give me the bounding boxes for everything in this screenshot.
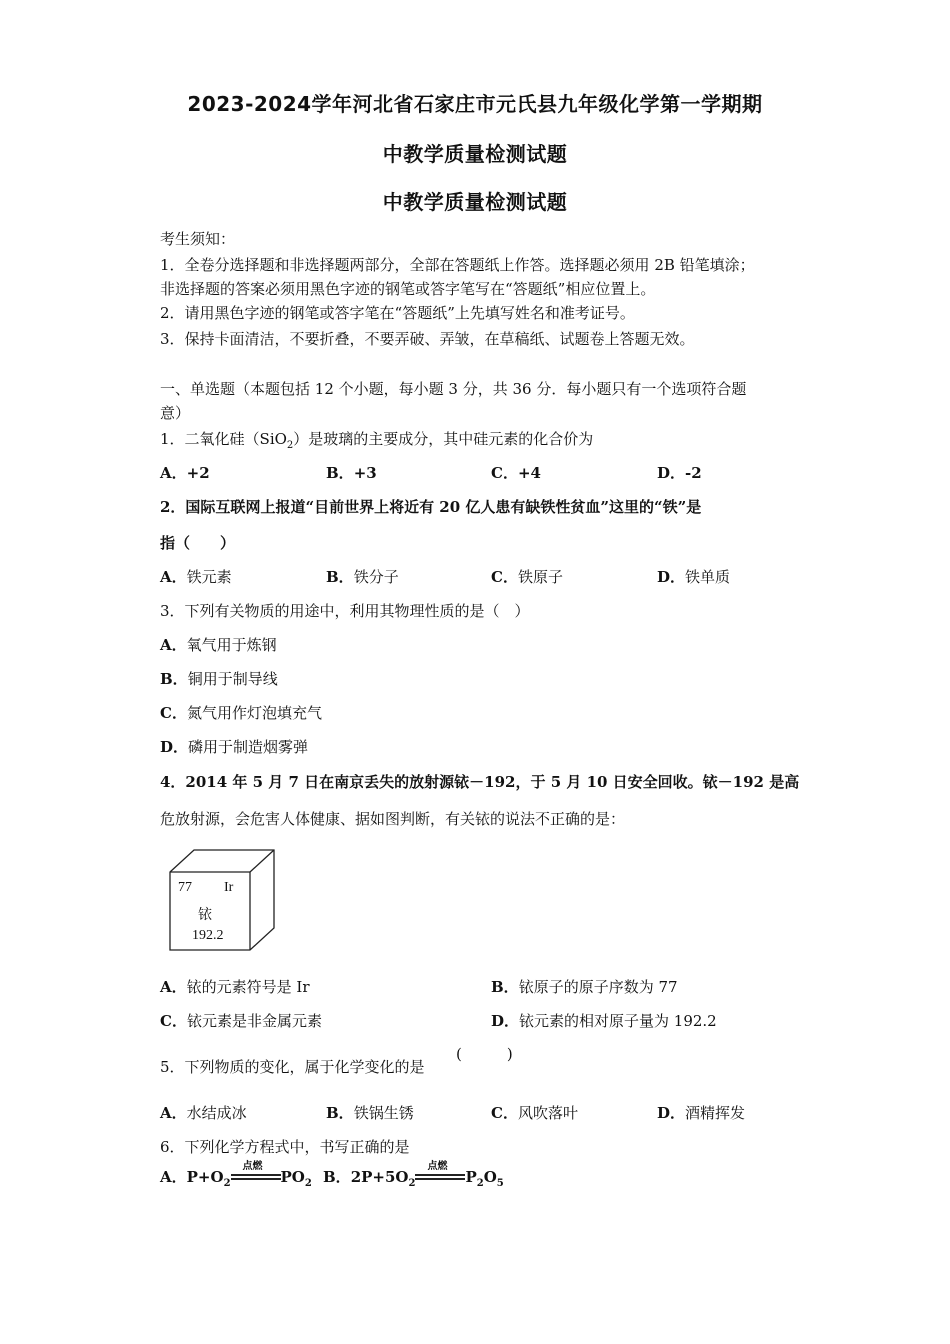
q1-option-a: A．+2 (160, 464, 210, 482)
q5-paren: ( ) (456, 1045, 513, 1063)
notice-item-2: 2．请用黑色字迹的钢笔或答字笔在“答题纸”上先填写姓名和准考证号。 (160, 304, 635, 322)
q4-option-b: B．铱原子的原子序数为 77 (491, 978, 678, 996)
reaction-arrow-a: 点燃 (231, 1171, 281, 1185)
q2-option-d: D．铁单质 (657, 568, 731, 586)
q1-option-b: B．+3 (326, 464, 377, 482)
q4-option-c: C．铱元素是非金属元素 (160, 1012, 322, 1030)
q4-option-d: D．铱元素的相对原子量为 192.2 (491, 1012, 717, 1030)
notice-item-3: 3．保持卡面清洁，不要折叠，不要弄破、弄皱，在草稿纸、试题卷上答题无效。 (160, 330, 695, 348)
notice-item-1a: 1．全卷分选择题和非选择题两部分，全部在答题纸上作答。选择题必须用 2B 铅笔填涂； (160, 256, 755, 274)
notice-item-1b: 非选择题的答案必须用黑色字迹的钢笔或答字笔写在“答题纸”相应位置上。 (160, 280, 656, 298)
exam-title-line3: 中教学质量检测试题 (382, 190, 568, 214)
element-symbol: Ir (224, 880, 234, 895)
notice-heading: 考生须知： (160, 230, 236, 248)
q5-stem: 5．下列物质的变化，属于化学变化的是 (160, 1058, 425, 1076)
q6-option-a: A．$P+O_2$ 点燃 $PO_2$ (160, 1161, 312, 1189)
section-heading-line2: 意） (160, 404, 191, 422)
q6-stem: 6．下列化学方程式中，书写正确的是 (160, 1138, 410, 1156)
element-mass: 192.2 (192, 928, 224, 943)
q3-option-d: D．磷用于制造烟雾弹 (160, 738, 309, 756)
q2-option-b: B．铁分子 (326, 568, 399, 586)
q4-stem-line2: 危放射源，会危害人体健康、据如图判断，有关铱的说法不正确的是： (160, 810, 626, 828)
q2-option-a: A．铁元素 (160, 568, 232, 586)
section-heading-line1: 一、单选题（本题包括 12 个小题，每小题 3 分，共 36 分．每小题只有一个选项符合题 (160, 380, 747, 398)
q4-option-a: A．铱的元素符号是 Ir (160, 978, 310, 996)
element-name: 铱 (198, 908, 212, 923)
exam-title-line2: 中教学质量检测试题 (382, 142, 568, 166)
q3-option-b: B．铜用于制导线 (160, 670, 278, 688)
exam-title-line1: 2023-2024学年河北省石家庄市元氏县九年级化学第一学期期 (187, 92, 763, 116)
q5-option-a: A．水结成冰 (160, 1104, 247, 1122)
q1-stem: 1．二氧化硅（SiO$_2$）是玻璃的主要成分，其中硅元素的化合价为 (160, 430, 594, 451)
q4-stem-line1: 4．2014 年 5 月 7 日在南京丢失的放射源铱－192，于 5 月 10 日安全回收。铱－192 是高 (160, 773, 800, 791)
element-atomic-number: 77 (178, 880, 192, 895)
reaction-arrow-b: 点燃 (415, 1171, 465, 1185)
q2-option-c: C．铁原子 (491, 568, 563, 586)
q5-option-d: D．酒精挥发 (657, 1104, 746, 1122)
q1-option-c: C．+4 (491, 464, 541, 482)
element-cell-figure (168, 848, 276, 952)
q1-option-d: D．-2 (657, 464, 702, 482)
q6-option-b: B．$2P+5O_2$ 点燃 $P_2O_5$ (323, 1161, 504, 1189)
q3-stem: 3．下列有关物质的用途中，利用其物理性质的是（ ） (160, 602, 530, 620)
q2-stem-line1: 2．国际互联网上报道“目前世界上将近有 20 亿人患有缺铁性贫血”这里的“铁”是 (160, 498, 702, 516)
q5-option-b: B．铁锅生锈 (326, 1104, 414, 1122)
q5-option-c: C．风吹落叶 (491, 1104, 578, 1122)
q3-option-a: A．氧气用于炼钢 (160, 636, 277, 654)
q3-option-c: C．氮气用作灯泡填充气 (160, 704, 322, 722)
q2-stem-line2: 指（ ） (160, 534, 236, 552)
